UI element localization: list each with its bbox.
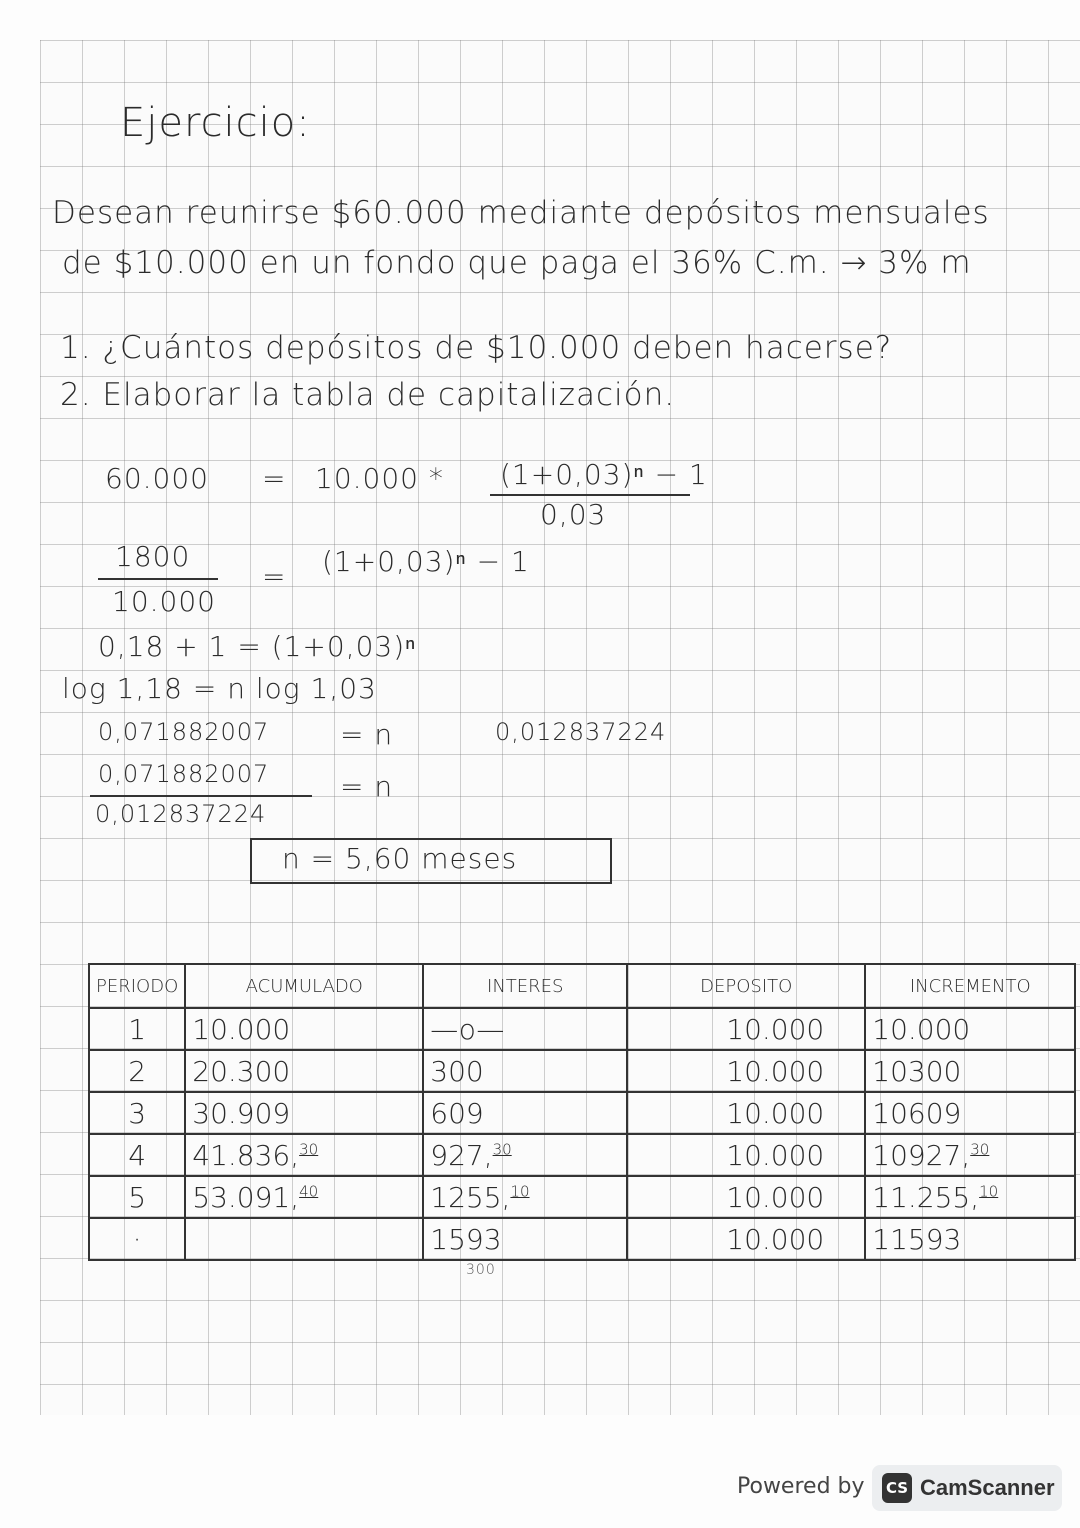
col-periodo: PERIODO xyxy=(89,964,185,1008)
cell: 5 xyxy=(89,1176,185,1218)
col-deposito: DEPOSITO xyxy=(627,964,865,1008)
problem-line-2: de $10.000 en un fondo que paga el 36% C.m. → 3% m xyxy=(62,245,972,281)
col-acumulado: ACUMULADO xyxy=(185,964,423,1008)
camscanner-logo-icon: CS xyxy=(882,1473,912,1503)
cell: 10300 xyxy=(865,1050,1075,1092)
camscanner-brand: CamScanner xyxy=(920,1475,1055,1500)
eq5-right: 0,012837224 xyxy=(495,718,667,746)
exercise-title: Ejercicio: xyxy=(120,100,311,146)
eq5-mid: = n xyxy=(340,718,394,751)
cell: 609 xyxy=(423,1092,627,1134)
cell: 41.836,30 xyxy=(185,1134,423,1176)
cell: 927,30 xyxy=(423,1134,627,1176)
eq2-numerator: 1800 xyxy=(115,540,191,573)
col-incremento: INCREMENTO xyxy=(865,964,1075,1008)
cell: 300 xyxy=(423,1050,627,1092)
cell: 11593 xyxy=(865,1218,1075,1260)
cell: 10.000 xyxy=(627,1134,865,1176)
cell: 10.000 xyxy=(627,1218,865,1260)
eq6-denominator: 0,012837224 xyxy=(95,800,267,828)
eq2-right: (1+0,03)ⁿ − 1 xyxy=(322,545,530,578)
eq1-left: 60.000 xyxy=(105,462,209,495)
cell: 4 xyxy=(89,1134,185,1176)
eq1-denominator: 0,03 xyxy=(540,498,607,531)
table-row xyxy=(89,1134,1075,1176)
cell: 3 xyxy=(89,1092,185,1134)
camscanner-badge xyxy=(872,1465,1062,1511)
question-2: 2. Elaborar la tabla de capitalización. xyxy=(60,377,676,413)
eq4: log 1,18 = n log 1,03 xyxy=(62,672,377,705)
cell: 30.909 xyxy=(185,1092,423,1134)
eq1-equals: = xyxy=(262,462,287,495)
cell: 10609 xyxy=(865,1092,1075,1134)
table-row xyxy=(89,1092,1075,1134)
cell: 10.000 xyxy=(627,1008,865,1050)
cell: 10.000 xyxy=(627,1176,865,1218)
col-interes: INTERES xyxy=(423,964,627,1008)
cell: · xyxy=(89,1218,185,1260)
question-1: 1. ¿Cuántos depósitos de $10.000 deben hacerse? xyxy=(60,330,893,366)
cell: 10.000 xyxy=(627,1050,865,1092)
cell: 2 xyxy=(89,1050,185,1092)
table-header-row xyxy=(89,964,1075,1008)
table-row xyxy=(89,1218,1075,1260)
capitalization-table xyxy=(88,963,1076,1261)
table-row xyxy=(89,1050,1075,1092)
result-box xyxy=(250,838,612,884)
cell: 53.091,40 xyxy=(185,1176,423,1218)
cell: 11.255,10 xyxy=(865,1176,1075,1218)
eq2-denominator: 10.000 xyxy=(112,585,216,618)
eq6-numerator: 0,071882007 xyxy=(98,760,270,788)
problem-line-1: Desean reunirse $60.000 mediante depósitos mensuales xyxy=(52,195,990,231)
cell: 10927,30 xyxy=(865,1134,1075,1176)
cell: 10.000 xyxy=(185,1008,423,1050)
table-footnote: 300 xyxy=(466,1262,496,1278)
eq2-equals: = xyxy=(262,560,287,593)
eq5-left: 0,071882007 xyxy=(98,718,270,746)
cell: —o— xyxy=(423,1008,627,1050)
cell: 1 xyxy=(89,1008,185,1050)
cell: 1593 xyxy=(423,1218,627,1260)
cell: 1255,10 xyxy=(423,1176,627,1218)
table-row xyxy=(89,1176,1075,1218)
eq1-numerator: (1+0,03)ⁿ − 1 xyxy=(500,458,708,491)
table-row xyxy=(89,1008,1075,1050)
cell: 10.000 xyxy=(627,1092,865,1134)
eq1-mid: 10.000 * xyxy=(315,462,444,495)
result-text: n = 5,60 meses xyxy=(282,842,518,875)
cell: 20.300 xyxy=(185,1050,423,1092)
cell xyxy=(185,1218,423,1260)
eq6-equals: = n xyxy=(340,770,394,803)
cell: 10.000 xyxy=(865,1008,1075,1050)
powered-by-text: Powered by xyxy=(737,1474,865,1499)
eq3: 0,18 + 1 = (1+0,03)ⁿ xyxy=(98,630,417,663)
